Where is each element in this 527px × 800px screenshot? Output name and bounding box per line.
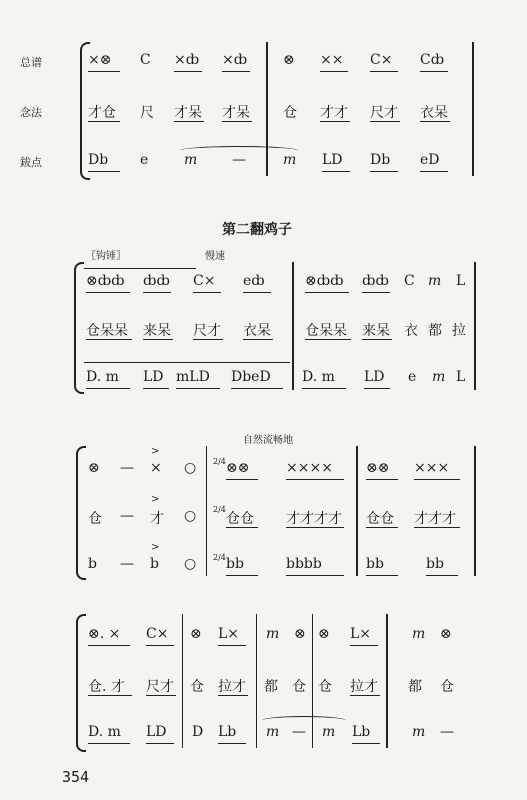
underline <box>143 339 173 340</box>
chant-cell: 衣呆 <box>420 105 448 121</box>
chant-cell: ○ <box>184 508 197 524</box>
cymbal-cell: — <box>120 556 134 572</box>
chant-cell: 仓仓 <box>226 511 254 527</box>
barline <box>356 446 358 576</box>
cymbal-cell: Lb <box>218 724 237 740</box>
cymbal-cell: D <box>192 724 204 740</box>
underline <box>88 121 120 122</box>
underline <box>88 645 130 646</box>
chant-cell: 才仓 <box>88 105 116 121</box>
cymbal-cell: bb <box>226 556 244 572</box>
time-signature: 2/4 <box>213 505 226 514</box>
chant-cell: 才呆 <box>222 105 250 121</box>
score-cell: ⊗ȸȸ <box>86 273 125 289</box>
underline <box>88 743 130 744</box>
underline <box>350 695 380 696</box>
chant-cell: 仓 <box>88 511 102 527</box>
chant-cell: — <box>120 508 134 524</box>
underline <box>420 71 448 72</box>
tempo-marking: 自然流畅地 <box>243 435 293 446</box>
barline <box>386 614 388 748</box>
underline <box>362 339 392 340</box>
score-cell: ȸȸ <box>362 273 389 289</box>
chant-cell: 仓. 才 <box>88 679 125 695</box>
cymbal-cell: LD <box>146 724 167 740</box>
underline <box>226 527 258 528</box>
score-cell: C× <box>193 273 216 289</box>
underline <box>362 292 390 293</box>
section-title: 第二翻鸡子 <box>222 222 292 238</box>
cymbal-cell: bb <box>426 556 444 572</box>
tempo-marking: 慢速 <box>205 251 225 262</box>
chant-cell: 拉才 <box>350 679 378 695</box>
chant-cell: 尺才 <box>370 105 398 121</box>
score-cell: ⊗ <box>88 460 100 476</box>
chant-cell: 来呆 <box>143 323 171 339</box>
score-cell: L <box>456 273 466 289</box>
cymbal-cell: bbbb <box>286 556 322 572</box>
chant-cell: 仓 <box>318 679 332 695</box>
cymbal-cell: m <box>322 724 336 740</box>
chant-cell: 拉才 <box>218 679 246 695</box>
chant-cell: 尺才 <box>193 323 221 339</box>
cymbal-cell: D. m <box>88 724 121 740</box>
score-cell: ×⊗ <box>88 52 112 68</box>
cymbal-cell: m <box>412 724 426 740</box>
score-cell: — <box>120 460 134 476</box>
system-brace <box>76 446 86 580</box>
underline <box>174 71 202 72</box>
chant-cell: 才才才才 <box>286 511 342 527</box>
score-cell: ×ȸ <box>222 52 248 68</box>
underline <box>320 121 350 122</box>
score-cell: ××× <box>414 460 450 476</box>
underline <box>193 292 221 293</box>
underline <box>414 527 460 528</box>
chant-cell: 衣呆 <box>243 323 271 339</box>
cymbal-cell: — <box>232 152 246 168</box>
underline <box>226 575 258 576</box>
underline <box>366 479 398 480</box>
tie-arc <box>262 716 346 725</box>
underline <box>86 292 130 293</box>
chant-cell: 仓 <box>283 105 297 121</box>
underline <box>222 71 250 72</box>
underline <box>174 121 204 122</box>
score-cell: m <box>412 626 426 642</box>
score-cell: ⊗ȸȸ <box>305 273 344 289</box>
pattern-marker: 〖钩锤〗 <box>86 251 126 262</box>
score-cell: × <box>150 460 162 476</box>
cymbal-cell: — <box>292 724 306 740</box>
score-cell: L× <box>218 626 240 642</box>
underline <box>302 388 346 389</box>
score-cell: m <box>428 273 442 289</box>
score-cell: Cȸ <box>420 52 445 68</box>
score-cell: C <box>404 273 415 289</box>
cymbal-cell: m <box>283 152 297 168</box>
underline <box>366 527 398 528</box>
chant-cell: 拉 <box>452 323 466 339</box>
row-label-score: 总谱 <box>20 56 42 69</box>
chant-cell: 都 <box>428 323 442 339</box>
beam-line <box>84 362 290 363</box>
underline <box>370 71 398 72</box>
chant-cell: 尺才 <box>146 679 174 695</box>
cymbal-cell: Db <box>370 152 391 168</box>
score-cell: ○ <box>184 460 197 476</box>
row-label-chant: 念法 <box>20 106 42 119</box>
chant-cell: 来呆 <box>362 323 390 339</box>
cymbal-cell: LD <box>322 152 343 168</box>
cymbal-cell: m <box>266 724 280 740</box>
score-cell: ⊗ <box>190 626 202 642</box>
underline <box>305 292 349 293</box>
score-cell: L× <box>350 626 372 642</box>
underline <box>414 479 460 480</box>
underline <box>146 743 174 744</box>
cymbal-cell: LD <box>143 369 164 385</box>
underline <box>366 575 398 576</box>
chant-cell: 衣 <box>404 323 418 339</box>
underline <box>350 645 378 646</box>
underline <box>370 171 398 172</box>
accent-mark: > <box>151 494 160 505</box>
system-brace <box>76 614 86 752</box>
tie-arc <box>180 146 298 155</box>
cymbal-cell: D. m <box>86 369 119 385</box>
underline <box>322 171 350 172</box>
chant-cell: 仓仓 <box>366 511 394 527</box>
chant-cell: 才才 <box>320 105 348 121</box>
score-cell: ×××× <box>286 460 333 476</box>
cymbal-cell: ○ <box>184 556 197 572</box>
accent-mark: > <box>151 446 160 457</box>
cymbal-cell: bb <box>366 556 384 572</box>
barline <box>474 262 476 390</box>
underline <box>218 645 246 646</box>
underline <box>218 743 246 744</box>
chant-cell: 都 <box>264 679 278 695</box>
underline <box>88 695 132 696</box>
chant-cell: 仓 <box>440 679 454 695</box>
score-cell: ⊗ <box>318 626 330 642</box>
chant-cell: 才才才 <box>414 511 456 527</box>
underline <box>86 339 132 340</box>
barline <box>474 446 476 576</box>
score-cell: ȸȸ <box>143 273 170 289</box>
cymbal-cell: LD <box>364 369 385 385</box>
underline <box>305 339 351 340</box>
chant-cell: 仓呆呆 <box>86 323 128 339</box>
underline <box>231 388 283 389</box>
score-cell: ×ȸ <box>174 52 200 68</box>
cymbal-cell: D. m <box>302 369 335 385</box>
accent-mark: > <box>151 542 160 553</box>
underline <box>243 292 271 293</box>
underline <box>370 121 400 122</box>
cymbal-cell: Lb <box>352 724 371 740</box>
score-cell: ⊗. × <box>88 626 121 642</box>
score-cell: ⊗ <box>294 626 306 642</box>
underline <box>88 71 120 72</box>
barline <box>292 262 294 390</box>
time-signature: 2/4 <box>213 553 226 562</box>
score-cell: m <box>266 626 280 642</box>
chant-cell: 才呆 <box>174 105 202 121</box>
cymbal-cell: m <box>432 369 446 385</box>
cymbal-cell: DbeD <box>231 369 271 385</box>
score-cell: C <box>140 52 151 68</box>
barline <box>182 614 183 748</box>
underline <box>426 575 458 576</box>
chant-cell: 仓 <box>292 679 306 695</box>
underline <box>88 171 120 172</box>
cymbal-cell: b <box>150 556 159 572</box>
barline <box>266 42 268 176</box>
row-label-cymbal: 鈸点 <box>20 156 42 169</box>
cymbal-cell: b <box>88 556 97 572</box>
underline <box>143 388 169 389</box>
underline <box>222 121 252 122</box>
underline <box>218 695 248 696</box>
score-cell: ⊗ <box>283 52 295 68</box>
cymbal-cell: e <box>408 369 417 385</box>
score-cell: ×× <box>320 52 344 68</box>
page-number: 354 <box>62 768 90 786</box>
barline <box>472 42 474 176</box>
underline <box>420 171 448 172</box>
score-cell: eȸ <box>243 273 265 289</box>
cymbal-cell: L <box>456 369 466 385</box>
score-cell: C× <box>146 626 169 642</box>
underline <box>243 339 273 340</box>
score-cell: ⊗⊗ <box>366 460 390 476</box>
underline <box>364 388 390 389</box>
cymbal-cell: eD <box>420 152 440 168</box>
underline <box>176 388 220 389</box>
time-signature: 2/4 <box>213 457 226 466</box>
underline <box>420 121 450 122</box>
underline <box>320 71 348 72</box>
underline <box>286 527 344 528</box>
chant-cell: 仓 <box>190 679 204 695</box>
cymbal-cell: e <box>140 152 149 168</box>
beam-line <box>84 268 196 269</box>
underline <box>226 479 258 480</box>
underline <box>193 339 223 340</box>
chant-cell: 都 <box>408 679 422 695</box>
barline <box>312 614 313 748</box>
score-cell: C× <box>370 52 393 68</box>
cymbal-cell: m <box>184 152 198 168</box>
underline <box>86 388 130 389</box>
cymbal-cell: — <box>440 724 454 740</box>
score-cell: ⊗⊗ <box>226 460 250 476</box>
underline <box>286 479 344 480</box>
barline <box>256 614 257 748</box>
cymbal-cell: mLD <box>176 369 210 385</box>
underline <box>352 743 380 744</box>
underline <box>143 292 171 293</box>
chant-cell: 才 <box>150 511 164 527</box>
barline <box>206 446 207 576</box>
underline <box>146 695 176 696</box>
chant-cell: 仓呆呆 <box>305 323 347 339</box>
chant-cell: 尺 <box>140 105 154 121</box>
underline <box>146 645 174 646</box>
underline <box>286 575 344 576</box>
cymbal-cell: Db <box>88 152 109 168</box>
system-brace <box>74 262 84 394</box>
score-cell: ⊗ <box>440 626 452 642</box>
